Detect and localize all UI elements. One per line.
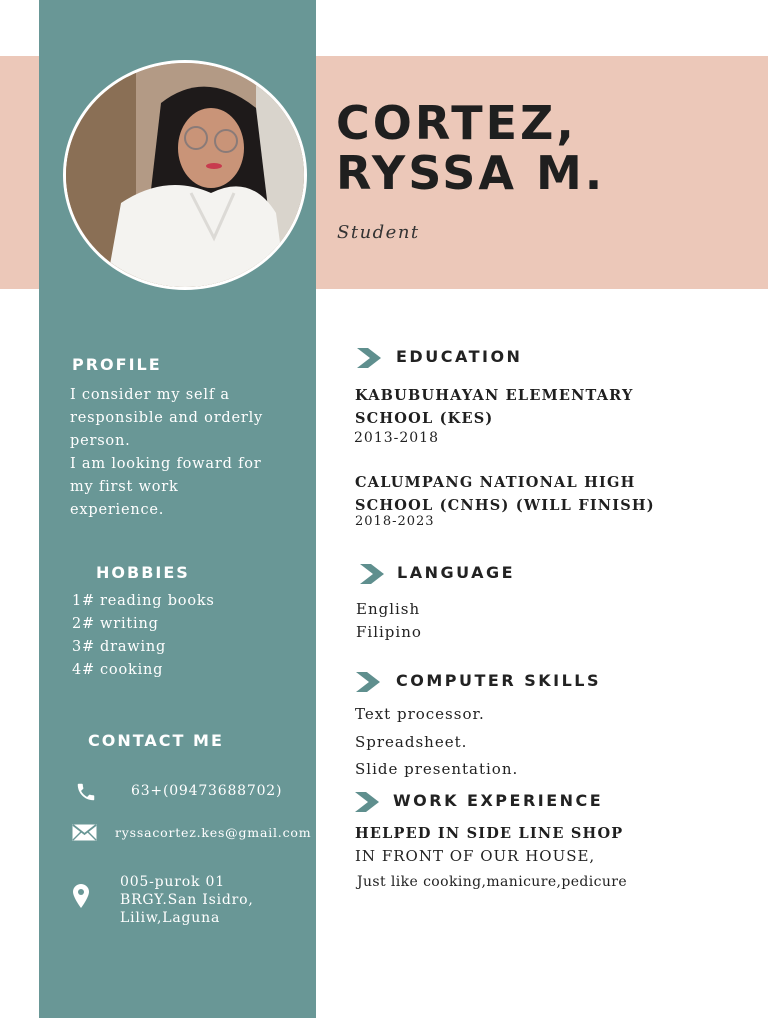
work-detail: Just like cooking,manicure,pedicure xyxy=(357,874,628,890)
hobbies-heading: HOBBIES xyxy=(96,563,190,582)
computer-skills-heading: COMPUTER SKILLS xyxy=(396,671,602,690)
portrait-illustration xyxy=(66,63,304,287)
work-detail: IN FRONT OF OUR HOUSE, xyxy=(355,847,596,865)
school-name: KABUBUHAYAN ELEMENTARY SCHOOL (KES) xyxy=(355,387,634,427)
address-line: Liliw,Laguna xyxy=(120,910,221,926)
candidate-name xyxy=(336,98,605,198)
chevron-right-icon xyxy=(357,348,381,368)
hobby-item: 4# cooking xyxy=(72,662,164,678)
school-name: CALUMPANG NATIONAL HIGH SCHOOL (CNHS) (WILL FINISH) xyxy=(355,474,655,514)
language-item: English xyxy=(356,600,421,618)
address-line: BRGY.San Isidro, xyxy=(120,892,254,908)
skill-item: Spreadsheet. xyxy=(355,733,468,751)
phone-icon xyxy=(75,781,97,803)
chevron-right-icon xyxy=(360,564,384,584)
profile-line: person. xyxy=(70,433,131,449)
profile-heading: PROFILE xyxy=(72,355,162,374)
work-experience-heading: WORK EXPERIENCE xyxy=(393,791,604,810)
education-heading: EDUCATION xyxy=(396,347,523,366)
hobby-item: 2# writing xyxy=(72,616,159,632)
profile-line: my first work xyxy=(70,479,179,495)
language-item: Filipino xyxy=(356,623,422,641)
profile-text xyxy=(70,384,263,522)
address-line: 005-purok 01 xyxy=(120,874,225,890)
email-icon xyxy=(72,824,97,841)
work-title: HELPED IN SIDE LINE SHOP xyxy=(355,825,624,842)
hobby-item: 3# drawing xyxy=(72,639,167,655)
school-years: 2013-2018 xyxy=(354,430,439,446)
address xyxy=(120,873,254,927)
email-address[interactable]: ryssacortez.kes@gmail.com xyxy=(115,825,312,840)
hobbies-list xyxy=(72,590,215,682)
name-line-1: CORTEZ, xyxy=(336,96,577,150)
profile-photo xyxy=(63,60,307,290)
profile-line: I consider my self a xyxy=(70,387,230,403)
hobby-item: 1# reading books xyxy=(72,593,215,609)
language-heading: LANGUAGE xyxy=(397,563,516,582)
chevron-right-icon xyxy=(355,792,379,812)
contact-heading: CONTACT ME xyxy=(88,731,224,750)
chevron-right-icon xyxy=(356,672,380,692)
profile-line: I am looking foward for xyxy=(70,456,262,472)
name-line-2: RYSSA M. xyxy=(336,146,606,200)
skill-item: Slide presentation. xyxy=(355,760,519,778)
phone-number[interactable]: 63+(09473688702) xyxy=(131,783,283,799)
profile-line: experience. xyxy=(70,502,165,518)
skill-item: Text processor. xyxy=(355,705,485,723)
profile-line: responsible and orderly xyxy=(70,410,264,426)
school-years: 2018-2023 xyxy=(355,514,435,529)
location-pin-icon xyxy=(73,884,89,908)
job-title: Student xyxy=(337,222,420,243)
